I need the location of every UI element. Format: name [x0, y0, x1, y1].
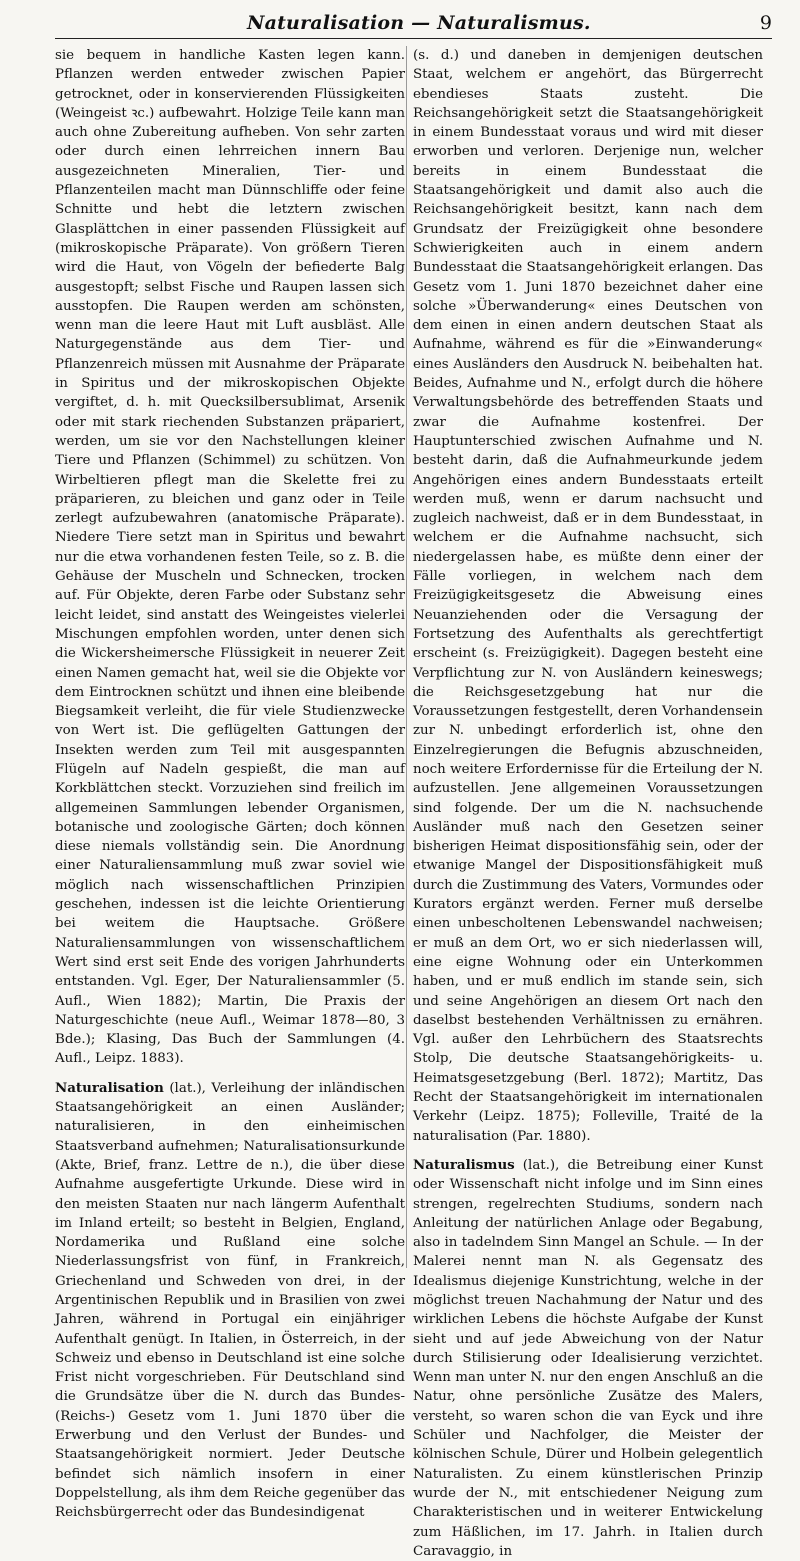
right-column [413, 46, 763, 1561]
left-column [55, 46, 405, 1523]
page-number: 9 [759, 12, 772, 34]
paragraph-naturalisation-continued: (s. d.) und daneben in demjenigen deutschen Staat, welchem er angehört, das Bürgerrecht ebendieses Staats zusteht. Die Reichsangehörigkeit setzt die Staatsangehörigkeit in einem Bundesstaat voraus und wird mit dieser erworben und verloren. Derjenige nun, welcher bereits in einem Bundesstaat die Staatsangehörigkeit und damit also auch die Reichsangehörigkeit besitzt, kann nach dem Grundsatz der Freizügigkeit ohne besondere Schwierigkeiten auch in einem andern Bundesstaat die Staatsangehörigkeit erlangen. Das Gesetz vom 1. Juni 1870 bezeichnet daher eine solche »Überwanderung« eines Deutschen von dem einen in einen andern deutschen Staat als Aufnahme, während es für die »Einwanderung« eines Ausländers den Ausdruck N. beibehalten hat. Beides, Aufnahme und N., erfolgt durch die höhere Verwaltungsbehörde des betreffenden Staats und zwar die Aufnahme kostenfrei. Der Hauptunterschied zwischen Aufnahme und N. besteht darin, daß die Aufnahmeurkunde jedem Angehörigen eines andern Bundesstaats erteilt werden muß, wenn er darum nachsucht und zugleich nachweist, daß er in dem Bundesstaat, in welchem er die Aufnahme nachsucht, sich niedergelassen habe, es müßte denn einer der Fälle vorliegen, in welchem nach dem Freizügigkeitsgesetz die Abweisung eines Neuanziehenden oder die Versagung der Fortsetzung des Aufenthalts als gerechtfertigt erscheint (s. Freizügigkeit). Dagegen besteht eine Verpflichtung zur N. von Ausländern keineswegs; die Reichsgesetzgebung hat nur die Voraussetzungen festgestellt, deren Vorhandensein zur N. unbedingt erforderlich ist, ohne den Einzelregierungen die Befugnis abzuschneiden, noch weitere Erfordernisse für die Erteilung der N. aufzustellen. Jene allgemeinen Voraussetzungen sind folgende. Der um die N. nachsuchende Ausländer muß nach den Gesetzen seiner bisherigen Heimat dispositionsfähig sein, oder der etwanige Mangel der Dispositionsfähigkeit muß durch die Zustimmung des Vaters, Vormundes oder Kurators ergänzt werden. Ferner muß derselbe einen unbescholtenen Lebenswandel nachweisen; er muß an dem Ort, wo er sich niederlassen will, eine eigne Wohnung oder ein Unterkommen haben, und er muß endlich im stande sein, sich und seine Angehörigen an diesem Ort nach den daselbst bestehenden Verhältnissen zu ernähren. Vgl. außer den Lehrbüchern des Staatsrechts Stolp, Die deutsche Staatsangehörigkeits- u. Heimatsgesetzgebung (Berl. 1872); Martitz, Das Recht der Staatsangehörigkeit im internationalen Verkehr (Leipz. 1875); Folleville, Traité de la naturalisation (Par. 1880). [413, 48, 763, 1144]
entry-headword: Naturalismus [413, 1156, 515, 1173]
entry-naturalismus [413, 1156, 763, 1561]
paragraph-naturalien-continued: sie bequem in handliche Kasten legen kann. Pflanzen werden entweder zwischen Papier getrocknet, oder in konservierenden Flüssigkeiten (Weingeist ꝛc.) aufbewahrt. Holzige Teile kann man auch ohne Zubereitung aufheben. Von sehr zarten oder durch einen lehrreichen innern Bau ausgezeichneten Mineralien, Tier- und Pflanzenteilen macht man Dünnschliffe oder feine Schnitte und hebt die letztern zwischen Glasplättchen in einer passenden Flüssigkeit auf (mikroskopische Präparate). Von größern Tieren wird die Haut, von Vögeln der befiederte Balg ausgestopft; selbst Fische und Raupen lassen sich ausstopfen. Die Raupen werden am schönsten, wenn man die leere Haut mit Luft ausbläst. Alle Naturgegenstände aus dem Tier- und Pflanzenreich müssen mit Ausnahme der Präparate in Spiritus und der mikroskopischen Objekte vergiftet, d. h. mit Quecksilbersublimat, Arsenik oder mit stark riechenden Substanzen präpariert, werden, um sie vor den Nachstellungen kleiner Tiere und Pflanzen (Schimmel) zu schützen. Von Wirbeltieren pflegt man die Skelette frei zu präparieren, zu bleichen und ganz oder in Teile zerlegt aufzubewahren (anatomische Präparate). Niedere Tiere setzt man in Spiritus und bewahrt nur die etwa vorhandenen festen Teile, so z. B. die Gehäuse der Muscheln und Schnecken, trocken auf. Für Objekte, deren Farbe oder Substanz sehr leicht leidet, sind anstatt des Weingeistes vielerlei Mischungen empfohlen worden, unter denen sich die Wickersheimersche Flüssigkeit in neuerer Zeit einen Namen gemacht hat, weil sie die Objekte vor dem Eintrocknen schützt und ihnen eine bleibende Biegsamkeit verleiht, die für viele Studienzwecke von Wert ist. Die geflügelten Gattungen der Insekten werden zum Teil mit ausgespannten Flügeln auf Nadeln gespießt, die man auf Korkblättchen steckt. Vorzuziehen sind freilich im allgemeinen Sammlungen lebender Organismen, botanische und zoologische Gärten; doch können diese niemals vollständig sein. Die Anordnung einer Naturaliensammlung muß zwar soviel wie möglich nach wissenschaftlichen Prinzipien geschehen, indessen ist die leichte Orientierung bei weitem die Hauptsache. Größere Naturaliensammlungen von wissenschaftlichem Wert sind erst seit Ende des vorigen Jahrhunderts entstanden. Vgl. Eger, Der Naturaliensammler (5. Aufl., Wien 1882); Martin, Die Praxis der Naturgeschichte (neue Aufl., Weimar 1878—80, 3 Bde.); Klasing, Das Buch der Sammlungen (4. Aufl., Leipz. 1883). [55, 48, 405, 1067]
entry-body: (lat.), die Betreibung einer Kunst oder Wissenschaft nicht infolge und im Sinn eines strengen, regelrechten Studiums, sondern nach Anleitung der natürlichen Anlage oder Begabung, also in tadelndem Sinn Mangel an Schule. — In der Malerei nennt man N. als Gegensatz des Idealismus diejenige Kunstrichtung, welche in der möglichst treuen Nachahmung der Natur und des wirklichen Lebens die höchste Aufgabe der Kunst sieht und auf jede Abweichung von der Natur durch Stilisierung oder Idealisierung verzichtet. Wenn man unter N. nur den engen Anschluß an die Natur, ohne persönliche Zusätze des Malers, versteht, so waren schon die van Eyck und ihre Schüler und Nachfolger, die Meister der kölnischen Schule, Dürer und Holbein gelegentlich Naturalisten. Zu einem künstlerischen Prinzip wurde der N., mit entschiedener Neigung zum Charakteristischen und in weiterer Entwickelung zum Häßlichen, im 17. Jahrh. in Italien durch Caravaggio, in [413, 1157, 763, 1559]
running-title: Naturalisation — Naturalismus. [247, 12, 591, 34]
column-separator [406, 46, 407, 1268]
header-rule [55, 38, 772, 39]
entry-body: (lat.), Verleihung der inländischen Staatsangehörigkeit an einen Ausländer; naturalisieren, in den einheimischen Staatsverband aufnehmen; Naturalisationsurkunde (Akte, Brief, franz. Lettre de n.), die über diese Aufnahme ausgefertigte Urkunde. Diese wird in den meisten Staaten nur nach längerm Aufenthalt im Inland erteilt; so besteht in Belgien, England, Nordamerika und Rußland eine solche Niederlassungsfrist von fünf, in Frankreich, Griechenland und Schweden von drei, in der Argentinischen Republik und in Brasilien von zwei Jahren, während in Portugal ein einjähriger Aufenthalt genügt. In Italien, in Österreich, in der Schweiz und ebenso in Deutschland ist eine solche Frist nicht vorgeschrieben. Für Deutschland sind die Grundsätze über die N. durch das Bundes- (Reichs-) Gesetz vom 1. Juni 1870 über die Erwerbung und den Verlust der Bundes- und Staatsangehörigkeit normiert. Jeder Deutsche befindet sich nämlich insofern in einer Doppelstellung, als ihm dem Reiche gegenüber das Reichsbürgerrecht oder das Bundesindigenat [55, 1080, 405, 1521]
entry-naturalisation [55, 1079, 405, 1523]
entry-headword: Naturalisation [55, 1079, 164, 1096]
